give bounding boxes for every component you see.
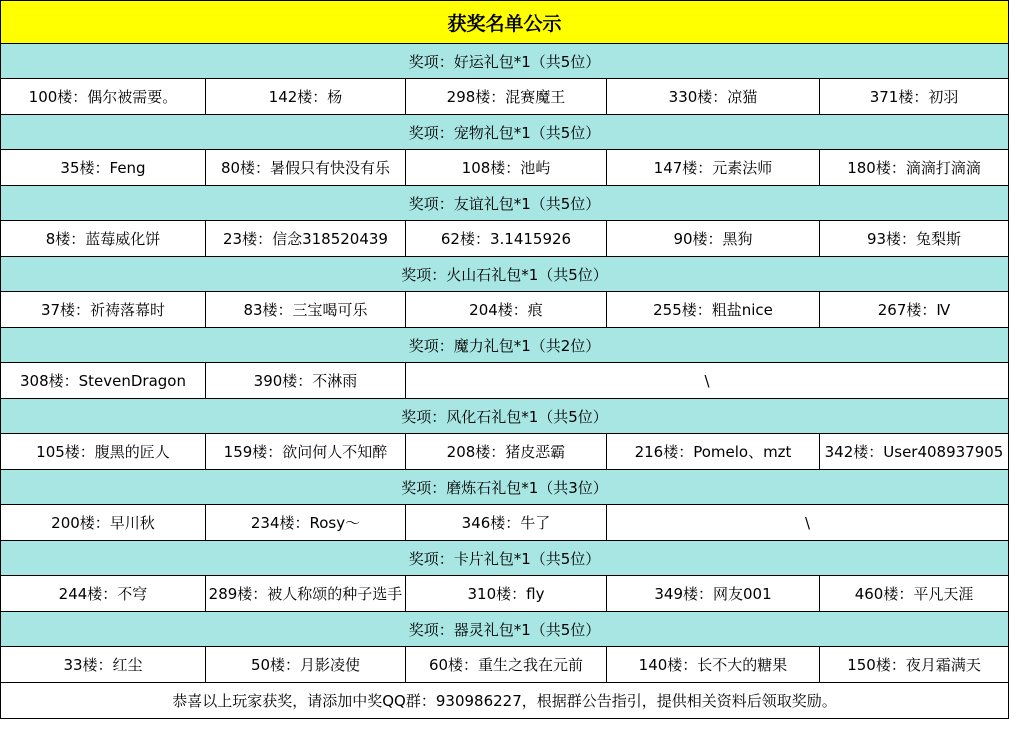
winner-row (1, 150, 1009, 186)
prize-section-header-row (1, 328, 1009, 363)
winner-cell: 244楼：不穹 (1, 576, 206, 612)
prize-header: 奖项：风化石礼包*1（共5位） (1, 399, 1009, 434)
prize-header: 奖项：卡片礼包*1（共5位） (1, 541, 1009, 576)
winner-cell: 310楼：fly (406, 576, 607, 612)
winner-cell: 37楼：祈祷落幕时 (1, 292, 206, 328)
prize-header: 奖项：火山石礼包*1（共5位） (1, 257, 1009, 292)
winner-cell: 159楼：欲问何人不知醉 (206, 434, 406, 470)
winner-row (1, 79, 1009, 115)
prize-section-header-row (1, 541, 1009, 576)
winner-cell: 80楼：暑假只有快没有乐 (206, 150, 406, 186)
winner-cell: 234楼：Rosy〜 (206, 505, 406, 541)
winner-cell: 147楼：元素法师 (607, 150, 820, 186)
prize-section-header-row (1, 399, 1009, 434)
prize-header: 奖项：器灵礼包*1（共5位） (1, 612, 1009, 647)
winner-cell: 108楼：池屿 (406, 150, 607, 186)
winner-cell: 330楼：凉猫 (607, 79, 820, 115)
winner-row (1, 292, 1009, 328)
footer-notice: 恭喜以上玩家获奖，请添加中奖QQ群：930986227，根据群公告指引，提供相关资料后领取奖励。 (1, 683, 1009, 719)
winner-cell: 33楼：红尘 (1, 647, 206, 683)
winner-cell: 23楼：信念318520439 (206, 221, 406, 257)
prize-header: 奖项：磨炼石礼包*1（共3位） (1, 470, 1009, 505)
winner-cell: 216楼：Pomelo、mzt (607, 434, 820, 470)
winner-cell: 90楼：黑狗 (607, 221, 820, 257)
prize-section-header-row (1, 186, 1009, 221)
winner-cell: 140楼：长不大的糖果 (607, 647, 820, 683)
winner-cell: 255楼：粗盐nice (607, 292, 820, 328)
winner-cell: 93楼：兔梨斯 (820, 221, 1009, 257)
winner-row (1, 363, 1009, 399)
winner-cell: 100楼：偶尔被需要。 (1, 79, 206, 115)
winner-cell: 371楼：初羽 (820, 79, 1009, 115)
winner-cell: 35楼：Feng (1, 150, 206, 186)
prize-header: 奖项：友谊礼包*1（共5位） (1, 186, 1009, 221)
prize-section-header-row (1, 612, 1009, 647)
winner-cell: 342楼：User408937905 (820, 434, 1009, 470)
winner-cell: 289楼：被人称颂的种子选手 (206, 576, 406, 612)
winner-cell: 346楼：牛了 (406, 505, 607, 541)
footer-row (1, 683, 1009, 719)
winner-cell: 390楼：不淋雨 (206, 363, 406, 399)
winner-row (1, 576, 1009, 612)
winner-cell: 50楼：月影凌使 (206, 647, 406, 683)
winner-cell: 298楼：混赛魔王 (406, 79, 607, 115)
prize-section-header-row (1, 44, 1009, 79)
winner-cell: 60楼：重生之我在元前 (406, 647, 607, 683)
empty-placeholder-cell: \ (406, 363, 1009, 399)
winner-cell: 208楼：猪皮恶霸 (406, 434, 607, 470)
winner-cell: 349楼：网友001 (607, 576, 820, 612)
winner-cell: 83楼：三宝喝可乐 (206, 292, 406, 328)
winner-cell: 460楼：平凡天涯 (820, 576, 1009, 612)
winner-row (1, 505, 1009, 541)
winner-cell: 142楼：杨 (206, 79, 406, 115)
winner-cell: 62楼：3.1415926 (406, 221, 607, 257)
winner-cell: 8楼：蓝莓威化饼 (1, 221, 206, 257)
empty-placeholder-cell: \ (607, 505, 1009, 541)
winner-row (1, 647, 1009, 683)
page-title: 获奖名单公示 (1, 1, 1009, 44)
title-row (1, 1, 1009, 44)
winner-cell: 200楼：早川秋 (1, 505, 206, 541)
prize-section-header-row (1, 470, 1009, 505)
prize-header: 奖项：好运礼包*1（共5位） (1, 44, 1009, 79)
winner-row (1, 434, 1009, 470)
winner-cell: 180楼：滴滴打滴滴 (820, 150, 1009, 186)
prize-section-header-row (1, 115, 1009, 150)
winner-cell: 204楼：痕 (406, 292, 607, 328)
winner-cell: 150楼：夜月霜满天 (820, 647, 1009, 683)
winner-cell: 105楼：腹黑的匠人 (1, 434, 206, 470)
winner-cell: 308楼：StevenDragon (1, 363, 206, 399)
prize-section-header-row (1, 257, 1009, 292)
winner-row (1, 221, 1009, 257)
prize-header: 奖项：宠物礼包*1（共5位） (1, 115, 1009, 150)
winner-cell: 267楼：Ⅳ (820, 292, 1009, 328)
prize-header: 奖项：魔力礼包*1（共2位） (1, 328, 1009, 363)
